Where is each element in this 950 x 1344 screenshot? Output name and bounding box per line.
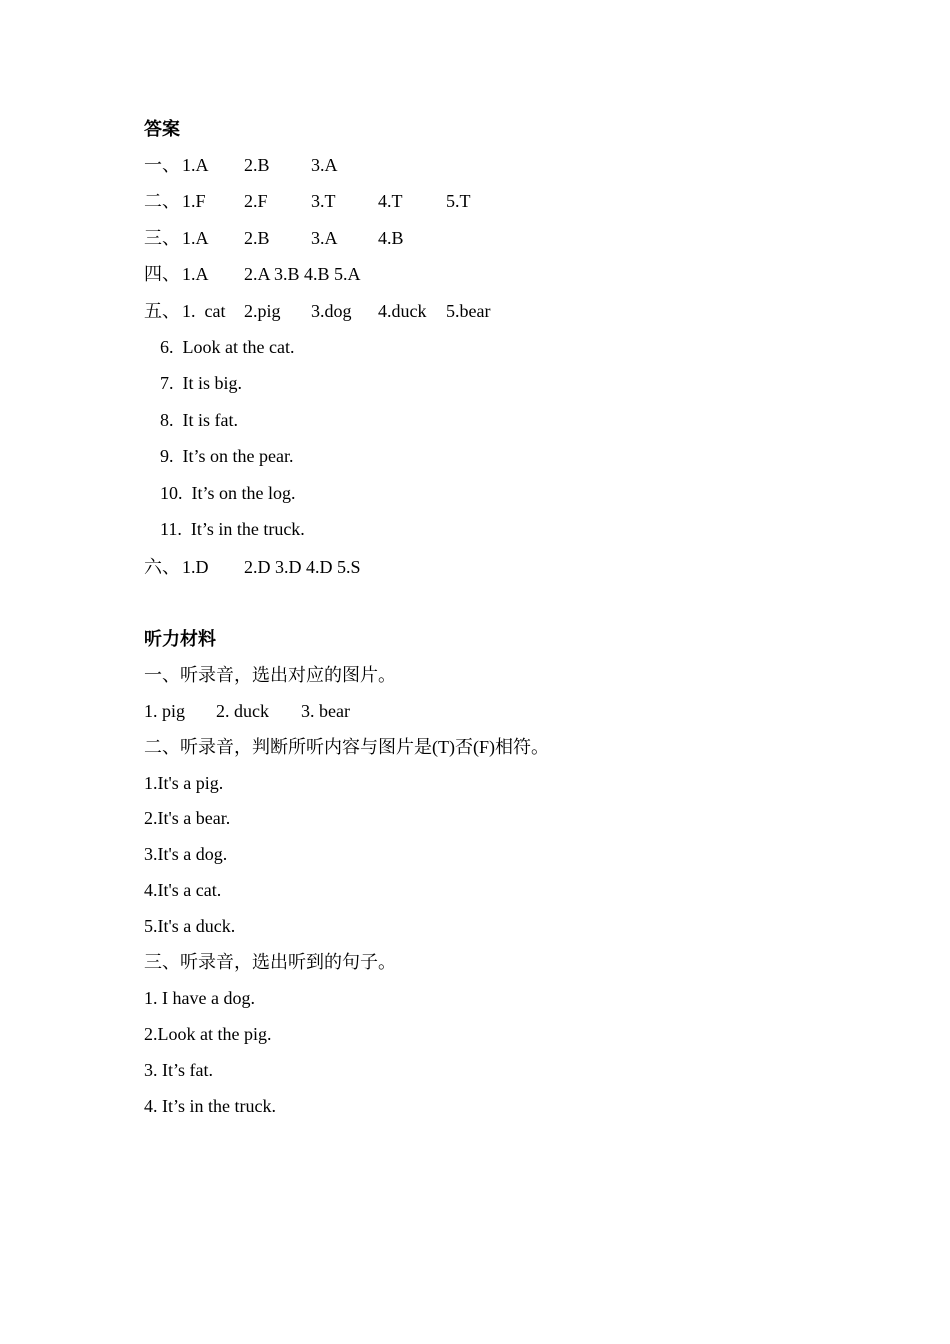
listening-instruction-1: 一、听录音，选出对应的图片。 — [144, 665, 396, 685]
listening-line: 1.It's a pig. — [144, 773, 224, 793]
answer-item: 3.dog — [311, 301, 352, 321]
listening-item: 1. pig — [144, 701, 186, 721]
listening-instruction-3: 三、听录音，选出听到的句子。 — [144, 952, 396, 972]
listening-line: 4. It’s in the truck. — [144, 1096, 276, 1116]
answer-item: 3.A — [311, 155, 338, 175]
answer-sentence: 9. It’s on the pear. — [160, 446, 294, 466]
answer-item: 5.T — [446, 191, 471, 211]
listening-instruction-2: 二、听录音，判断所听内容与图片是(T)否(F)相符。 — [144, 737, 549, 757]
section-label: 五、 — [144, 301, 180, 321]
listening-line: 3.It's a dog. — [144, 844, 228, 864]
answer-sentence: 7. It is big. — [160, 373, 243, 393]
answer-item: 4.B — [378, 228, 404, 248]
answer-item: 2.A 3.B 4.B 5.A — [244, 264, 361, 284]
answer-item: 2.F — [244, 191, 268, 211]
answer-section-4 — [144, 263, 361, 285]
answer-item: 1.A — [182, 155, 209, 175]
answer-item: 1.F — [182, 191, 206, 211]
listening-line: 1. I have a dog. — [144, 988, 255, 1008]
section-label: 四、 — [144, 264, 180, 284]
listening-items-1 — [144, 700, 350, 722]
listening-line: 2.Look at the pig. — [144, 1024, 272, 1044]
section-label: 六、 — [144, 557, 180, 577]
answers-heading: 答案 — [144, 119, 180, 139]
answer-item: 4.duck — [378, 301, 427, 321]
listening-item: 3. bear — [301, 701, 350, 721]
listening-heading: 听力材料 — [144, 629, 216, 649]
answer-item: 1.A — [182, 228, 209, 248]
answer-item: 2.D 3.D 4.D 5.S — [244, 557, 361, 577]
section-label: 二、 — [144, 191, 180, 211]
section-label: 一、 — [144, 155, 180, 175]
answer-sentence: 11. It’s in the truck. — [160, 519, 305, 539]
answer-item: 3.A — [311, 228, 338, 248]
listening-line: 2.It's a bear. — [144, 808, 231, 828]
answer-item: 2.B — [244, 155, 270, 175]
answer-section-5 — [144, 300, 490, 322]
answer-item: 3.T — [311, 191, 336, 211]
listening-line: 4.It's a cat. — [144, 880, 222, 900]
answer-item: 1. cat — [182, 301, 226, 321]
section-label: 三、 — [144, 228, 180, 248]
answer-sentence: 8. It is fat. — [160, 410, 238, 430]
answer-item: 2.pig — [244, 301, 281, 321]
answer-item: 1.D — [182, 557, 209, 577]
listening-line: 3. It’s fat. — [144, 1060, 213, 1080]
answer-item: 5.bear — [446, 301, 491, 321]
answer-sentence: 6. Look at the cat. — [160, 337, 295, 357]
listening-line: 5.It's a duck. — [144, 916, 236, 936]
answer-section-1 — [144, 154, 338, 176]
answer-section-2 — [144, 190, 471, 212]
listening-item: 2. duck — [216, 701, 269, 721]
answer-item: 4.T — [378, 191, 403, 211]
answer-item: 1.A — [182, 264, 209, 284]
answer-item: 2.B — [244, 228, 270, 248]
answer-section-3 — [144, 227, 404, 249]
answer-sentence: 10. It’s on the log. — [160, 483, 296, 503]
answer-section-6 — [144, 556, 361, 578]
